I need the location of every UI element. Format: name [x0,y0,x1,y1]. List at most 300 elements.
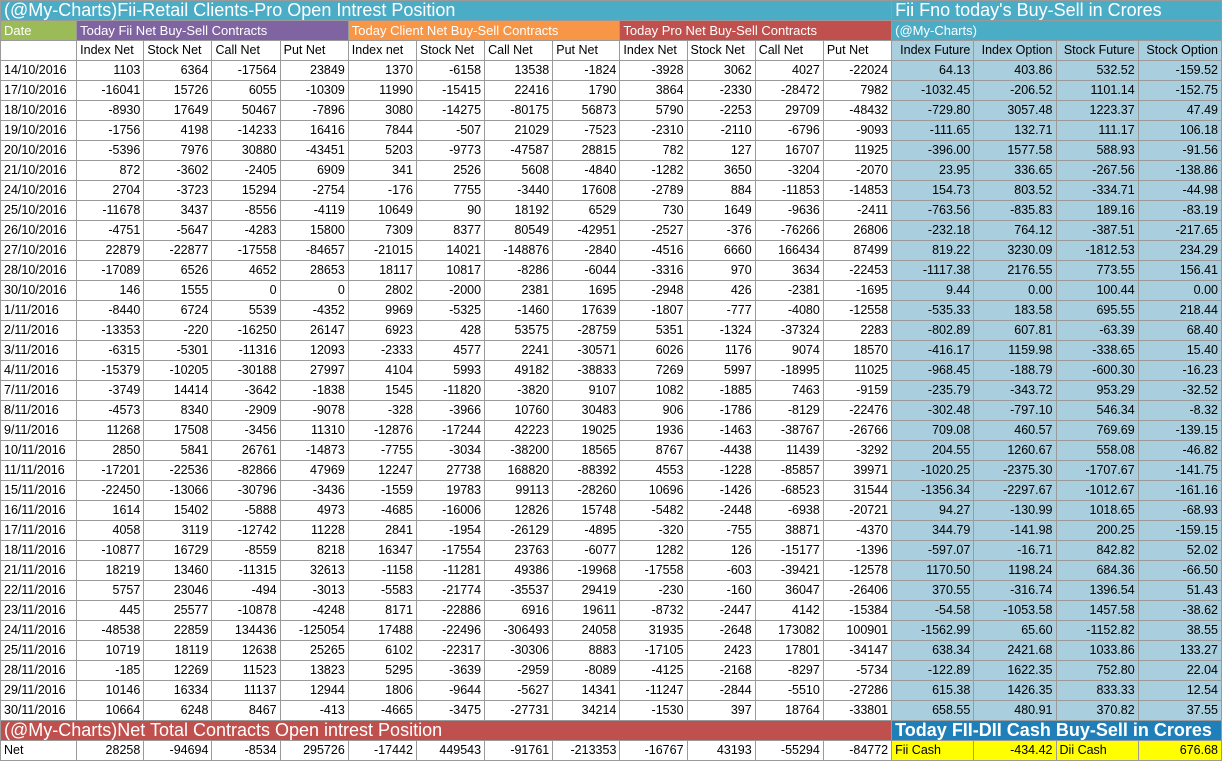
table-cell: 6916 [485,601,553,621]
table-cell: -802.89 [892,321,974,341]
table-row [1,61,1222,81]
table-cell: -1885 [687,381,755,401]
table-cell: 8883 [553,641,620,661]
table-cell: 14/10/2016 [1,61,77,81]
table-cell: 11925 [823,141,891,161]
net-cell: -84772 [823,741,891,761]
net-cell: -16767 [620,741,687,761]
table-cell: 18/11/2016 [1,541,77,561]
table-row [1,681,1222,701]
table-cell: 426 [687,281,755,301]
table-cell: -4751 [77,221,144,241]
table-cell: 5841 [144,441,212,461]
table-cell: -376 [687,221,755,241]
table-cell: 5997 [687,361,755,381]
table-cell: 833.33 [1056,681,1138,701]
table-cell: 6248 [144,701,212,721]
table-cell: 460.57 [974,421,1056,441]
table-cell: 6055 [212,81,280,101]
table-cell: -10878 [212,601,280,621]
table-cell: -316.74 [974,581,1056,601]
column-header: Index net [348,41,416,61]
table-cell: -15415 [416,81,484,101]
table-cell: 100901 [823,621,891,641]
table-cell: 615.38 [892,681,974,701]
column-header: Put Net [280,41,348,61]
table-cell: 12944 [280,681,348,701]
table-cell: 4652 [212,261,280,281]
table-cell: -1954 [416,521,484,541]
table-cell: -334.71 [1056,181,1138,201]
table-cell: 21/10/2016 [1,161,77,181]
table-cell: 22416 [485,81,553,101]
table-cell: 7463 [755,381,823,401]
table-cell: 28653 [280,261,348,281]
table-cell: 1555 [144,281,212,301]
table-cell: -22024 [823,61,891,81]
table-cell: 16/11/2016 [1,501,77,521]
table-cell: 884 [687,181,755,201]
table-cell: 127 [687,141,755,161]
table-cell: 2241 [485,341,553,361]
column-header: Put Net [823,41,891,61]
table-cell: -416.17 [892,341,974,361]
table-cell: 1260.67 [974,441,1056,461]
table-cell: -13353 [77,321,144,341]
table-cell: 29/11/2016 [1,681,77,701]
table-cell: -16041 [77,81,144,101]
table-cell: 819.22 [892,241,974,261]
table-cell: -6158 [416,61,484,81]
table-cell: -494 [212,581,280,601]
table-cell: 27/10/2016 [1,241,77,261]
table-cell: -48432 [823,101,891,121]
table-cell: -3820 [485,381,553,401]
table-cell: 156.41 [1138,261,1221,281]
table-cell: 6923 [348,321,416,341]
table-cell: -1695 [823,281,891,301]
table-cell: 480.91 [974,701,1056,721]
table-cell: -220 [144,321,212,341]
table-cell: -91.56 [1138,141,1221,161]
table-cell: 872 [77,161,144,181]
table-cell: -1838 [280,381,348,401]
table-cell: 0.00 [1138,281,1221,301]
table-cell: 12247 [348,461,416,481]
table-cell: -139.15 [1138,421,1221,441]
table-cell: 558.08 [1056,441,1138,461]
fii-cash-label: Fii Cash [892,741,974,761]
table-cell: -22476 [823,401,891,421]
table-cell: -27731 [485,701,553,721]
net-cell: -213353 [553,741,620,761]
table-cell: -80175 [485,101,553,121]
table-cell: -320 [620,521,687,541]
table-row [1,241,1222,261]
table-cell: -85857 [755,461,823,481]
table-cell: -83.19 [1138,201,1221,221]
table-cell: -387.51 [1056,221,1138,241]
net-cell: -8534 [212,741,280,761]
table-cell: -1053.58 [974,601,1056,621]
table-cell: -26766 [823,421,891,441]
table-cell: -1117.38 [892,261,974,281]
table-row [1,161,1222,181]
table-cell: -16.71 [974,541,1056,561]
table-cell: 1614 [77,501,144,521]
table-row [1,621,1222,641]
table-cell: 2802 [348,281,416,301]
table-cell: -44.98 [1138,181,1221,201]
table-row [1,561,1222,581]
net-cell: -17442 [348,741,416,761]
table-cell: -1228 [687,461,755,481]
table-cell: 3230.09 [974,241,1056,261]
table-cell: -7523 [553,121,620,141]
table-cell: -2844 [687,681,755,701]
table-cell: -22496 [416,621,484,641]
table-cell: 10664 [77,701,144,721]
table-cell: 1103 [77,61,144,81]
table-cell: 14021 [416,241,484,261]
table-cell: -2330 [687,81,755,101]
table-cell: 20/10/2016 [1,141,77,161]
table-cell: 218.44 [1138,301,1221,321]
table-cell: 3650 [687,161,755,181]
table-cell: 183.58 [974,301,1056,321]
table-cell: 5295 [348,661,416,681]
table-cell: 111.17 [1056,121,1138,141]
table-cell: -2648 [687,621,755,641]
table-cell: 6526 [144,261,212,281]
table-cell: -16.23 [1138,361,1221,381]
table-cell: -1152.82 [1056,621,1138,641]
table-cell: 7982 [823,81,891,101]
table-cell: 24/10/2016 [1,181,77,201]
table-cell: 2841 [348,521,416,541]
table-cell: 730 [620,201,687,221]
table-cell: 99113 [485,481,553,501]
table-cell: -68523 [755,481,823,501]
table-cell: 28/11/2016 [1,661,77,681]
table-cell: -2381 [755,281,823,301]
table-cell: -152.75 [1138,81,1221,101]
table-cell: -34147 [823,641,891,661]
table-cell: 336.65 [974,161,1056,181]
table-cell: 684.36 [1056,561,1138,581]
table-cell: 28815 [553,141,620,161]
table-cell: 3080 [348,101,416,121]
table-cell: -68.93 [1138,501,1221,521]
table-cell: 38871 [755,521,823,541]
table-cell: -8297 [755,661,823,681]
column-header: Stock Net [416,41,484,61]
table-cell: 23046 [144,581,212,601]
table-cell: -343.72 [974,381,1056,401]
table-cell: -2333 [348,341,416,361]
pro-group-header: Today Pro Net Buy-Sell Contracts [620,21,892,41]
column-header: Call Net [212,41,280,61]
table-cell: 29709 [755,101,823,121]
table-cell: -4080 [755,301,823,321]
table-cell: 28/10/2016 [1,261,77,281]
table-cell: 15/11/2016 [1,481,77,501]
net-cell: 28258 [77,741,144,761]
table-cell: 47.49 [1138,101,1221,121]
table-cell: -38200 [485,441,553,461]
fii-group-header: Today Fii Net Buy-Sell Contracts [77,21,349,41]
table-cell: 3864 [620,81,687,101]
table-row [1,641,1222,661]
table-cell: 9107 [553,381,620,401]
table-cell: -30306 [485,641,553,661]
table-row [1,401,1222,421]
table-cell: 4027 [755,61,823,81]
table-row [1,261,1222,281]
table-cell: 17639 [553,301,620,321]
table-cell: -18995 [755,361,823,381]
table-cell: -2959 [485,661,553,681]
table-cell: 2850 [77,441,144,461]
table-cell: 100.44 [1056,281,1138,301]
table-cell: -835.83 [974,201,1056,221]
table-cell: -11820 [416,381,484,401]
table-cell: 1426.35 [974,681,1056,701]
table-cell: 34214 [553,701,620,721]
table-cell: 5757 [77,581,144,601]
table-cell: -4370 [823,521,891,541]
table-cell: 38.55 [1138,621,1221,641]
table-cell: -5583 [348,581,416,601]
table-cell: -4283 [212,221,280,241]
table-cell: 23763 [485,541,553,561]
table-cell: 7976 [144,141,212,161]
table-cell: -328 [348,401,416,421]
table-cell: 90 [416,201,484,221]
table-cell: 9074 [755,341,823,361]
table-cell: -3642 [212,381,280,401]
table-cell: -5734 [823,661,891,681]
table-cell: 10146 [77,681,144,701]
table-cell: -5325 [416,301,484,321]
table-cell: 21/11/2016 [1,561,77,581]
table-cell: 8340 [144,401,212,421]
table-cell: -88392 [553,461,620,481]
table-cell: -729.80 [892,101,974,121]
table-cell: 6909 [280,161,348,181]
table-cell: 8218 [280,541,348,561]
table-cell: 17608 [553,181,620,201]
table-cell: 11228 [280,521,348,541]
table-cell: 2421.68 [974,641,1056,661]
table-cell: -11247 [620,681,687,701]
table-cell: 12093 [280,341,348,361]
table-cell: 428 [416,321,484,341]
table-cell: 6724 [144,301,212,321]
table-cell: -2000 [416,281,484,301]
table-row [1,661,1222,681]
table-cell: -28759 [553,321,620,341]
table-cell: -3034 [416,441,484,461]
table-cell: 39971 [823,461,891,481]
table-cell: -47587 [485,141,553,161]
table-cell: -22317 [416,641,484,661]
table-cell: 64.13 [892,61,974,81]
table-cell: 1545 [348,381,416,401]
table-cell: 5539 [212,301,280,321]
table-cell: 132.71 [974,121,1056,141]
table-cell: 49386 [485,561,553,581]
table-cell: -396.00 [892,141,974,161]
table-cell: -48538 [77,621,144,641]
table-row [1,81,1222,101]
table-row [1,281,1222,301]
table-cell: -7896 [280,101,348,121]
table-cell: 18570 [823,341,891,361]
table-cell: 1790 [553,81,620,101]
table-cell: 30/11/2016 [1,701,77,721]
table-cell: -5482 [620,501,687,521]
table-cell: 1577.58 [974,141,1056,161]
table-cell: 15.40 [1138,341,1221,361]
table-cell: -8089 [553,661,620,681]
table-cell: 25577 [144,601,212,621]
table-cell: -1032.45 [892,81,974,101]
table-cell: 5993 [416,361,484,381]
table-cell: -8559 [212,541,280,561]
table-cell: 133.27 [1138,641,1221,661]
table-cell: 4577 [416,341,484,361]
table-cell: -21774 [416,581,484,601]
table-cell: -38.62 [1138,601,1221,621]
table-cell: -232.18 [892,221,974,241]
table-cell: -9636 [755,201,823,221]
table-cell: -9644 [416,681,484,701]
table-cell: -10205 [144,361,212,381]
table-cell: -54.58 [892,601,974,621]
table-cell: -11678 [77,201,144,221]
table-cell: 12.54 [1138,681,1221,701]
table-cell: -763.56 [892,201,974,221]
table-cell: -17244 [416,421,484,441]
column-header: Stock Net [687,41,755,61]
table-cell: -597.07 [892,541,974,561]
table-cell: 24/11/2016 [1,621,77,641]
table-cell: -1463 [687,421,755,441]
table-cell: 22/11/2016 [1,581,77,601]
table-cell: -267.56 [1056,161,1138,181]
table-cell: 26761 [212,441,280,461]
table-cell: 37.55 [1138,701,1221,721]
table-cell: -2297.67 [974,481,1056,501]
table-cell: 5203 [348,141,416,161]
table-cell: -11281 [416,561,484,581]
table-cell: -12578 [823,561,891,581]
table-cell: -1460 [485,301,553,321]
table-cell: -1707.67 [1056,461,1138,481]
table-cell: -9093 [823,121,891,141]
table-cell: -33801 [823,701,891,721]
table-cell: -6796 [755,121,823,141]
table-cell: -21015 [348,241,416,261]
table-cell: 3119 [144,521,212,541]
table-cell: 26/10/2016 [1,221,77,241]
table-cell: -3602 [144,161,212,181]
table-cell: 12269 [144,661,212,681]
table-cell: -12558 [823,301,891,321]
table-cell: 16416 [280,121,348,141]
table-cell: -413 [280,701,348,721]
table-cell: -14853 [823,181,891,201]
table-cell: 18/10/2016 [1,101,77,121]
table-cell: -159.15 [1138,521,1221,541]
table-cell: 2/11/2016 [1,321,77,341]
table-cell: -141.75 [1138,461,1221,481]
table-cell: -4685 [348,501,416,521]
table-cell: -7755 [348,441,416,461]
table-cell: 344.79 [892,521,974,541]
table-cell: 10817 [416,261,484,281]
table-cell: -11853 [755,181,823,201]
table-cell: 154.73 [892,181,974,201]
table-cell: 6660 [687,241,755,261]
table-cell: -302.48 [892,401,974,421]
table-cell: 22859 [144,621,212,641]
table-cell: 17649 [144,101,212,121]
table-cell: 189.16 [1056,201,1138,221]
table-cell: -968.45 [892,361,974,381]
table-cell: 1936 [620,421,687,441]
net-cell: -94694 [144,741,212,761]
table-cell: 13823 [280,661,348,681]
table-cell: 17/11/2016 [1,521,77,541]
table-cell: 970 [687,261,755,281]
table-cell: -2411 [823,201,891,221]
table-cell: -4125 [620,661,687,681]
table-cell: -3639 [416,661,484,681]
table-cell: 234.29 [1138,241,1221,261]
table-cell: 126 [687,541,755,561]
table-cell: 1176 [687,341,755,361]
table-cell: -185 [77,661,144,681]
table-cell: 9.44 [892,281,974,301]
table-cell: -2527 [620,221,687,241]
table-cell: -28260 [553,481,620,501]
table-cell: -82866 [212,461,280,481]
table-cell: 2381 [485,281,553,301]
table-row [1,361,1222,381]
table-cell: 709.08 [892,421,974,441]
table-cell: -2070 [823,161,891,181]
table-cell: -2405 [212,161,280,181]
table-cell: 21029 [485,121,553,141]
table-cell: -15177 [755,541,823,561]
table-cell: -3440 [485,181,553,201]
table-cell: 18192 [485,201,553,221]
table-cell: -1824 [553,61,620,81]
table-row [1,181,1222,201]
table-cell: 19025 [553,421,620,441]
table-cell: -188.79 [974,361,1056,381]
table-cell: 19/10/2016 [1,121,77,141]
table-cell: -755 [687,521,755,541]
table-cell: 106.18 [1138,121,1221,141]
table-cell: -35537 [485,581,553,601]
table-cell: 8467 [212,701,280,721]
table-cell: 11310 [280,421,348,441]
table-cell: -1158 [348,561,416,581]
table-cell: -1324 [687,321,755,341]
